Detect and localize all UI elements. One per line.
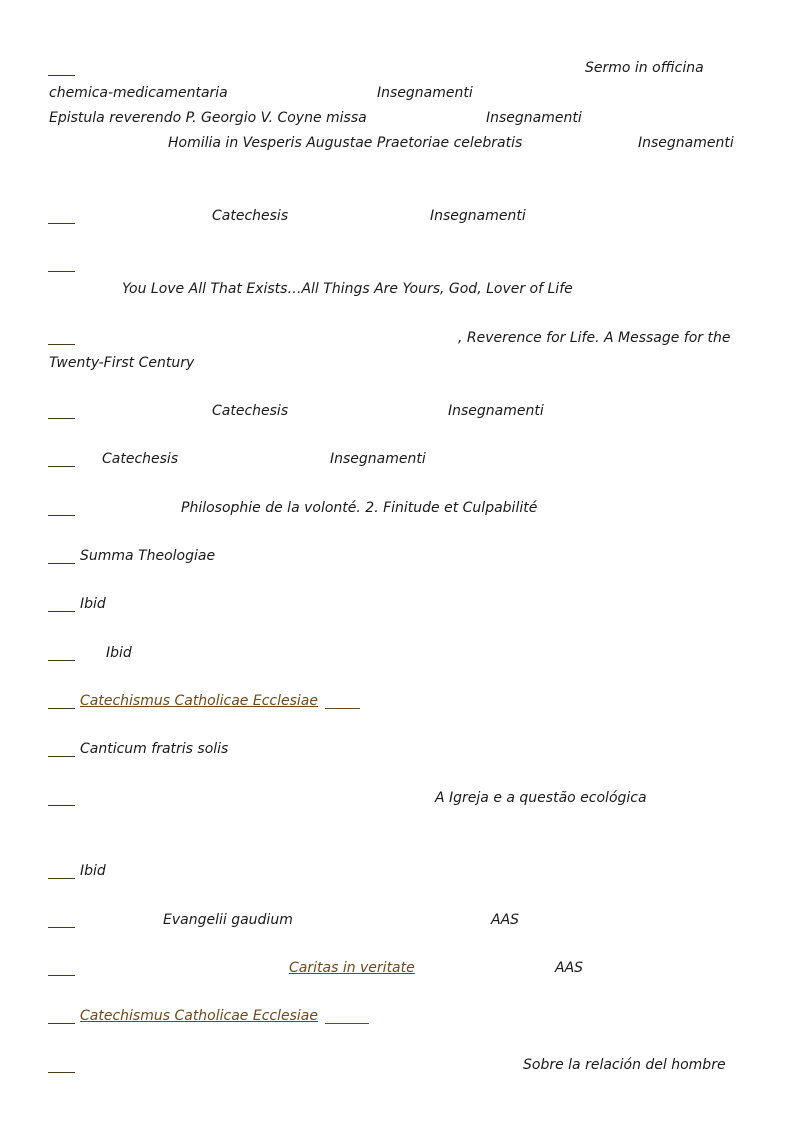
footnote-marker[interactable] bbox=[48, 223, 75, 224]
footnote-marker[interactable] bbox=[48, 563, 75, 564]
footnote-text: Homilia in Vesperis Augustae Praetoriae celebratis bbox=[168, 135, 523, 151]
footnote-text: Twenty-First Century bbox=[49, 355, 195, 371]
footnote-marker[interactable] bbox=[48, 660, 75, 661]
footnote-link[interactable]: Caritas in veritate bbox=[289, 960, 415, 976]
footnote-marker[interactable] bbox=[48, 515, 75, 516]
footnote-marker[interactable] bbox=[48, 418, 75, 419]
footnote-marker[interactable] bbox=[48, 708, 75, 709]
footnote-marker[interactable] bbox=[48, 1023, 75, 1024]
footnote-marker[interactable] bbox=[48, 975, 75, 976]
footnote-text: Ibid bbox=[80, 596, 106, 612]
footnote-text: Catechesis bbox=[212, 403, 289, 419]
footnote-marker[interactable] bbox=[48, 1072, 75, 1073]
footnote-marker[interactable] bbox=[48, 805, 75, 806]
footnote-text: Canticum fratris solis bbox=[80, 741, 229, 757]
footnote-text: Evangelii gaudium bbox=[163, 912, 293, 928]
footnote-marker[interactable] bbox=[48, 466, 75, 467]
footnote-marker[interactable] bbox=[48, 611, 75, 612]
footnote-text: chemica-medicamentaria bbox=[49, 85, 228, 101]
footnote-text: , Reverence for Life. A Message for the bbox=[458, 330, 731, 346]
footnote-marker[interactable] bbox=[48, 878, 75, 879]
footnote-link[interactable]: Catechismus Catholicae Ecclesiae bbox=[80, 693, 318, 709]
footnote-text: Insegnamenti bbox=[486, 110, 582, 126]
footnote-marker[interactable] bbox=[48, 756, 75, 757]
footnote-text: Epistula reverendo P. Georgio V. Coyne missa bbox=[49, 110, 367, 126]
footnote-link[interactable]: Catechismus Catholicae Ecclesiae bbox=[80, 1008, 318, 1024]
footnote-text: AAS bbox=[491, 912, 520, 928]
footnote-text: Summa Theologiae bbox=[80, 548, 216, 564]
footnote-text: Insegnamenti bbox=[377, 85, 473, 101]
footnote-text: Insegnamenti bbox=[638, 135, 734, 151]
footnote-text: Sobre la relación del hombre bbox=[523, 1057, 726, 1073]
footnote-text: Insegnamenti bbox=[430, 208, 526, 224]
footnote-text: Catechesis bbox=[212, 208, 289, 224]
footnote-text: Insegnamenti bbox=[330, 451, 426, 467]
footnote-text: Philosophie de la volonté. 2. Finitude et Culpabilité bbox=[181, 500, 538, 516]
link-underline bbox=[325, 708, 360, 709]
footnote-text: A Igreja e a questão ecológica bbox=[435, 790, 647, 806]
footnote-marker[interactable] bbox=[48, 344, 75, 345]
footnote-marker[interactable] bbox=[48, 927, 75, 928]
footnote-text: AAS bbox=[555, 960, 584, 976]
footnote-text: Ibid bbox=[106, 645, 132, 661]
footnote-text: Catechesis bbox=[102, 451, 179, 467]
footnote-marker[interactable] bbox=[48, 75, 75, 76]
footnote-marker[interactable] bbox=[48, 271, 75, 272]
footnote-text: Insegnamenti bbox=[448, 403, 544, 419]
footnote-text: Ibid bbox=[80, 863, 106, 879]
link-underline bbox=[325, 1023, 369, 1024]
footnote-text: You Love All That Exists…All Things Are Yours, God, Lover of Life bbox=[122, 281, 573, 297]
footnote-text: Sermo in officina bbox=[585, 60, 704, 76]
